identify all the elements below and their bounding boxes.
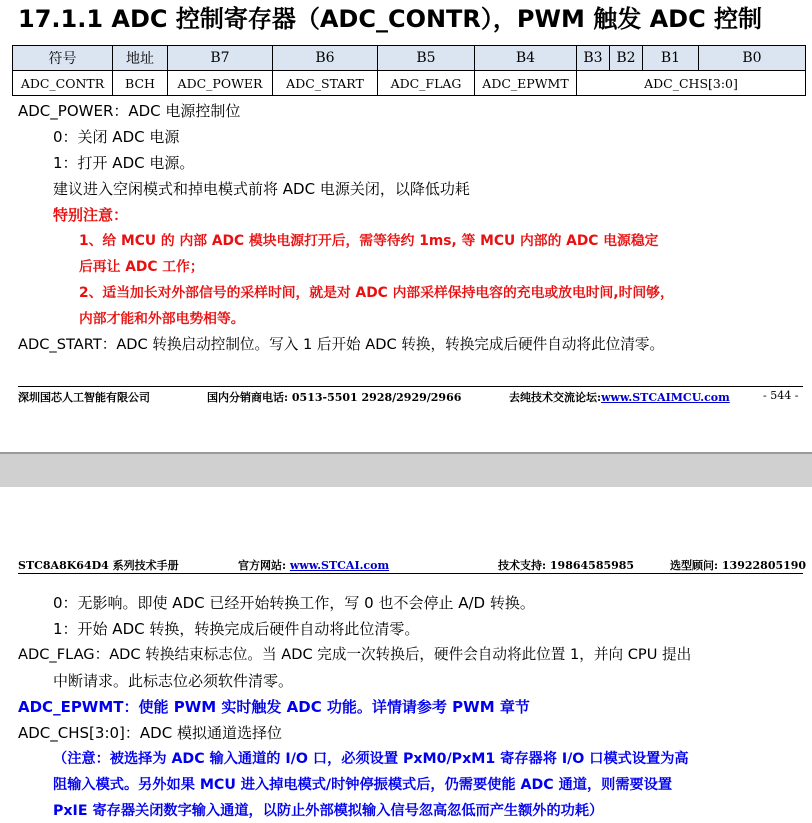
special-note-2: 2、适当加长对外部信号的采样时间，就是对 ADC 内部采样保持电容的充电或放电时间,时间够， [79,285,674,301]
special-note-2-cont: 内部才能和外部电势相等。 [79,311,245,327]
page-545 [0,485,812,823]
header-cell: B0 [699,46,806,71]
header-cell: B7 [168,46,273,71]
section-title: 17.1.1 ADC 控制寄存器（ADC_CONTR），PWM 触发 ADC 控制 [18,5,763,33]
adc-epwmt-text: ADC_EPWMT：使能 PWM 实时触发 ADC 功能。详情请参考 PWM 章节 [18,698,530,716]
cell-b6: ADC_START [273,71,378,96]
footer-forum-link[interactable]: www.STCAIMCU.com [601,391,730,404]
cell-address: BCH [113,71,168,96]
footer-forum [509,389,730,405]
adc-chs-note-3: PxIE 寄存器关闭数字输入通道，以防止外部模拟输入信号忽高忽低而产生额外的功耗） [53,803,604,819]
header-site-link[interactable]: www.STCAI.com [289,559,390,572]
adc-power-opt0: 0：关闭 ADC 电源 [53,128,180,146]
cell-b4: ADC_EPWMT [475,71,577,96]
header-cell: B4 [475,46,577,71]
special-note-1: 1、给 MCU 的 内部 ADC 模块电源打开后，需等待约 1ms, 等 MCU 内部的 ADC 电源稳定 [79,233,659,249]
adc-power-opt1: 1：打开 ADC 电源。 [53,154,195,172]
footer-phone: 国内分销商电话: 0513-5501 2928/2929/2966 [207,391,462,404]
special-note-1-cont: 后再让 ADC 工作； [79,259,204,275]
header-cell: B1 [643,46,699,71]
page-footer [18,386,803,407]
cell-b5: ADC_FLAG [378,71,475,96]
page-header [18,555,807,574]
footer-company: 深圳国芯人工智能有限公司 [18,391,150,404]
page-separator [0,452,812,487]
header-cell: B5 [378,46,475,71]
header-manual: STC8A8K64D4 系列技术手册 [18,559,179,572]
adc-power-title: ADC_POWER：ADC 电源控制位 [18,102,241,120]
header-cell: B6 [273,46,378,71]
adc-start-opt1: 1：开始 ADC 转换，转换完成后硬件自动将此位清零。 [53,620,420,638]
header-support: 技术支持: 19864585985 [498,559,635,572]
header-site-label: 官方网站: [238,559,290,572]
cell-symbol: ADC_CONTR [13,71,113,96]
page-number: - 544 - [763,389,799,402]
footer-forum-label: 去纯技术交流论坛: [509,391,602,404]
register-table-row [13,71,806,96]
cell-b3-b0: ADC_CHS[3:0] [577,71,806,96]
adc-flag-line1: ADC_FLAG：ADC 转换结束标志位。当 ADC 完成一次转换后，硬件会自动将此位置 1，并向 CPU 提出 [18,646,692,663]
register-table-header [13,46,806,71]
header-cell: B3 [577,46,610,71]
adc-flag-line2: 中断请求。此标志位必须软件清零。 [53,672,294,690]
register-table [12,45,806,96]
special-note-title: 特别注意： [53,206,129,224]
header-site [238,557,389,573]
adc-chs-note-2: 阻输入模式。另外如果 MCU 进入掉电模式/时钟停振模式后，仍需要使能 ADC 通道，则需要设置 [53,777,673,793]
adc-chs-title: ADC_CHS[3:0]：ADC 模拟通道选择位 [18,724,282,742]
adc-start-opt0: 0：无影响。即使 ADC 已经开始转换工作，写 0 也不会停止 A/D 转换。 [53,594,535,612]
header-advisor: 选型顾问: 13922805190 [670,559,807,572]
adc-power-advice: 建议进入空闲模式和掉电模式前将 ADC 电源关闭，以降低功耗 [53,180,470,198]
header-cell: 符号 [13,46,113,71]
cell-b7: ADC_POWER [168,71,273,96]
adc-start-title: ADC_START：ADC 转换启动控制位。写入 1 后开始 ADC 转换，转换完成后硬件自动将此位清零。 [18,336,665,353]
adc-chs-note-1: （注意：被选择为 ADC 输入通道的 I/O 口，必须设置 PxM0/PxM1 寄存器将 I/O 口模式设置为高 [53,751,689,767]
header-cell: B2 [610,46,643,71]
header-cell: 地址 [113,46,168,71]
